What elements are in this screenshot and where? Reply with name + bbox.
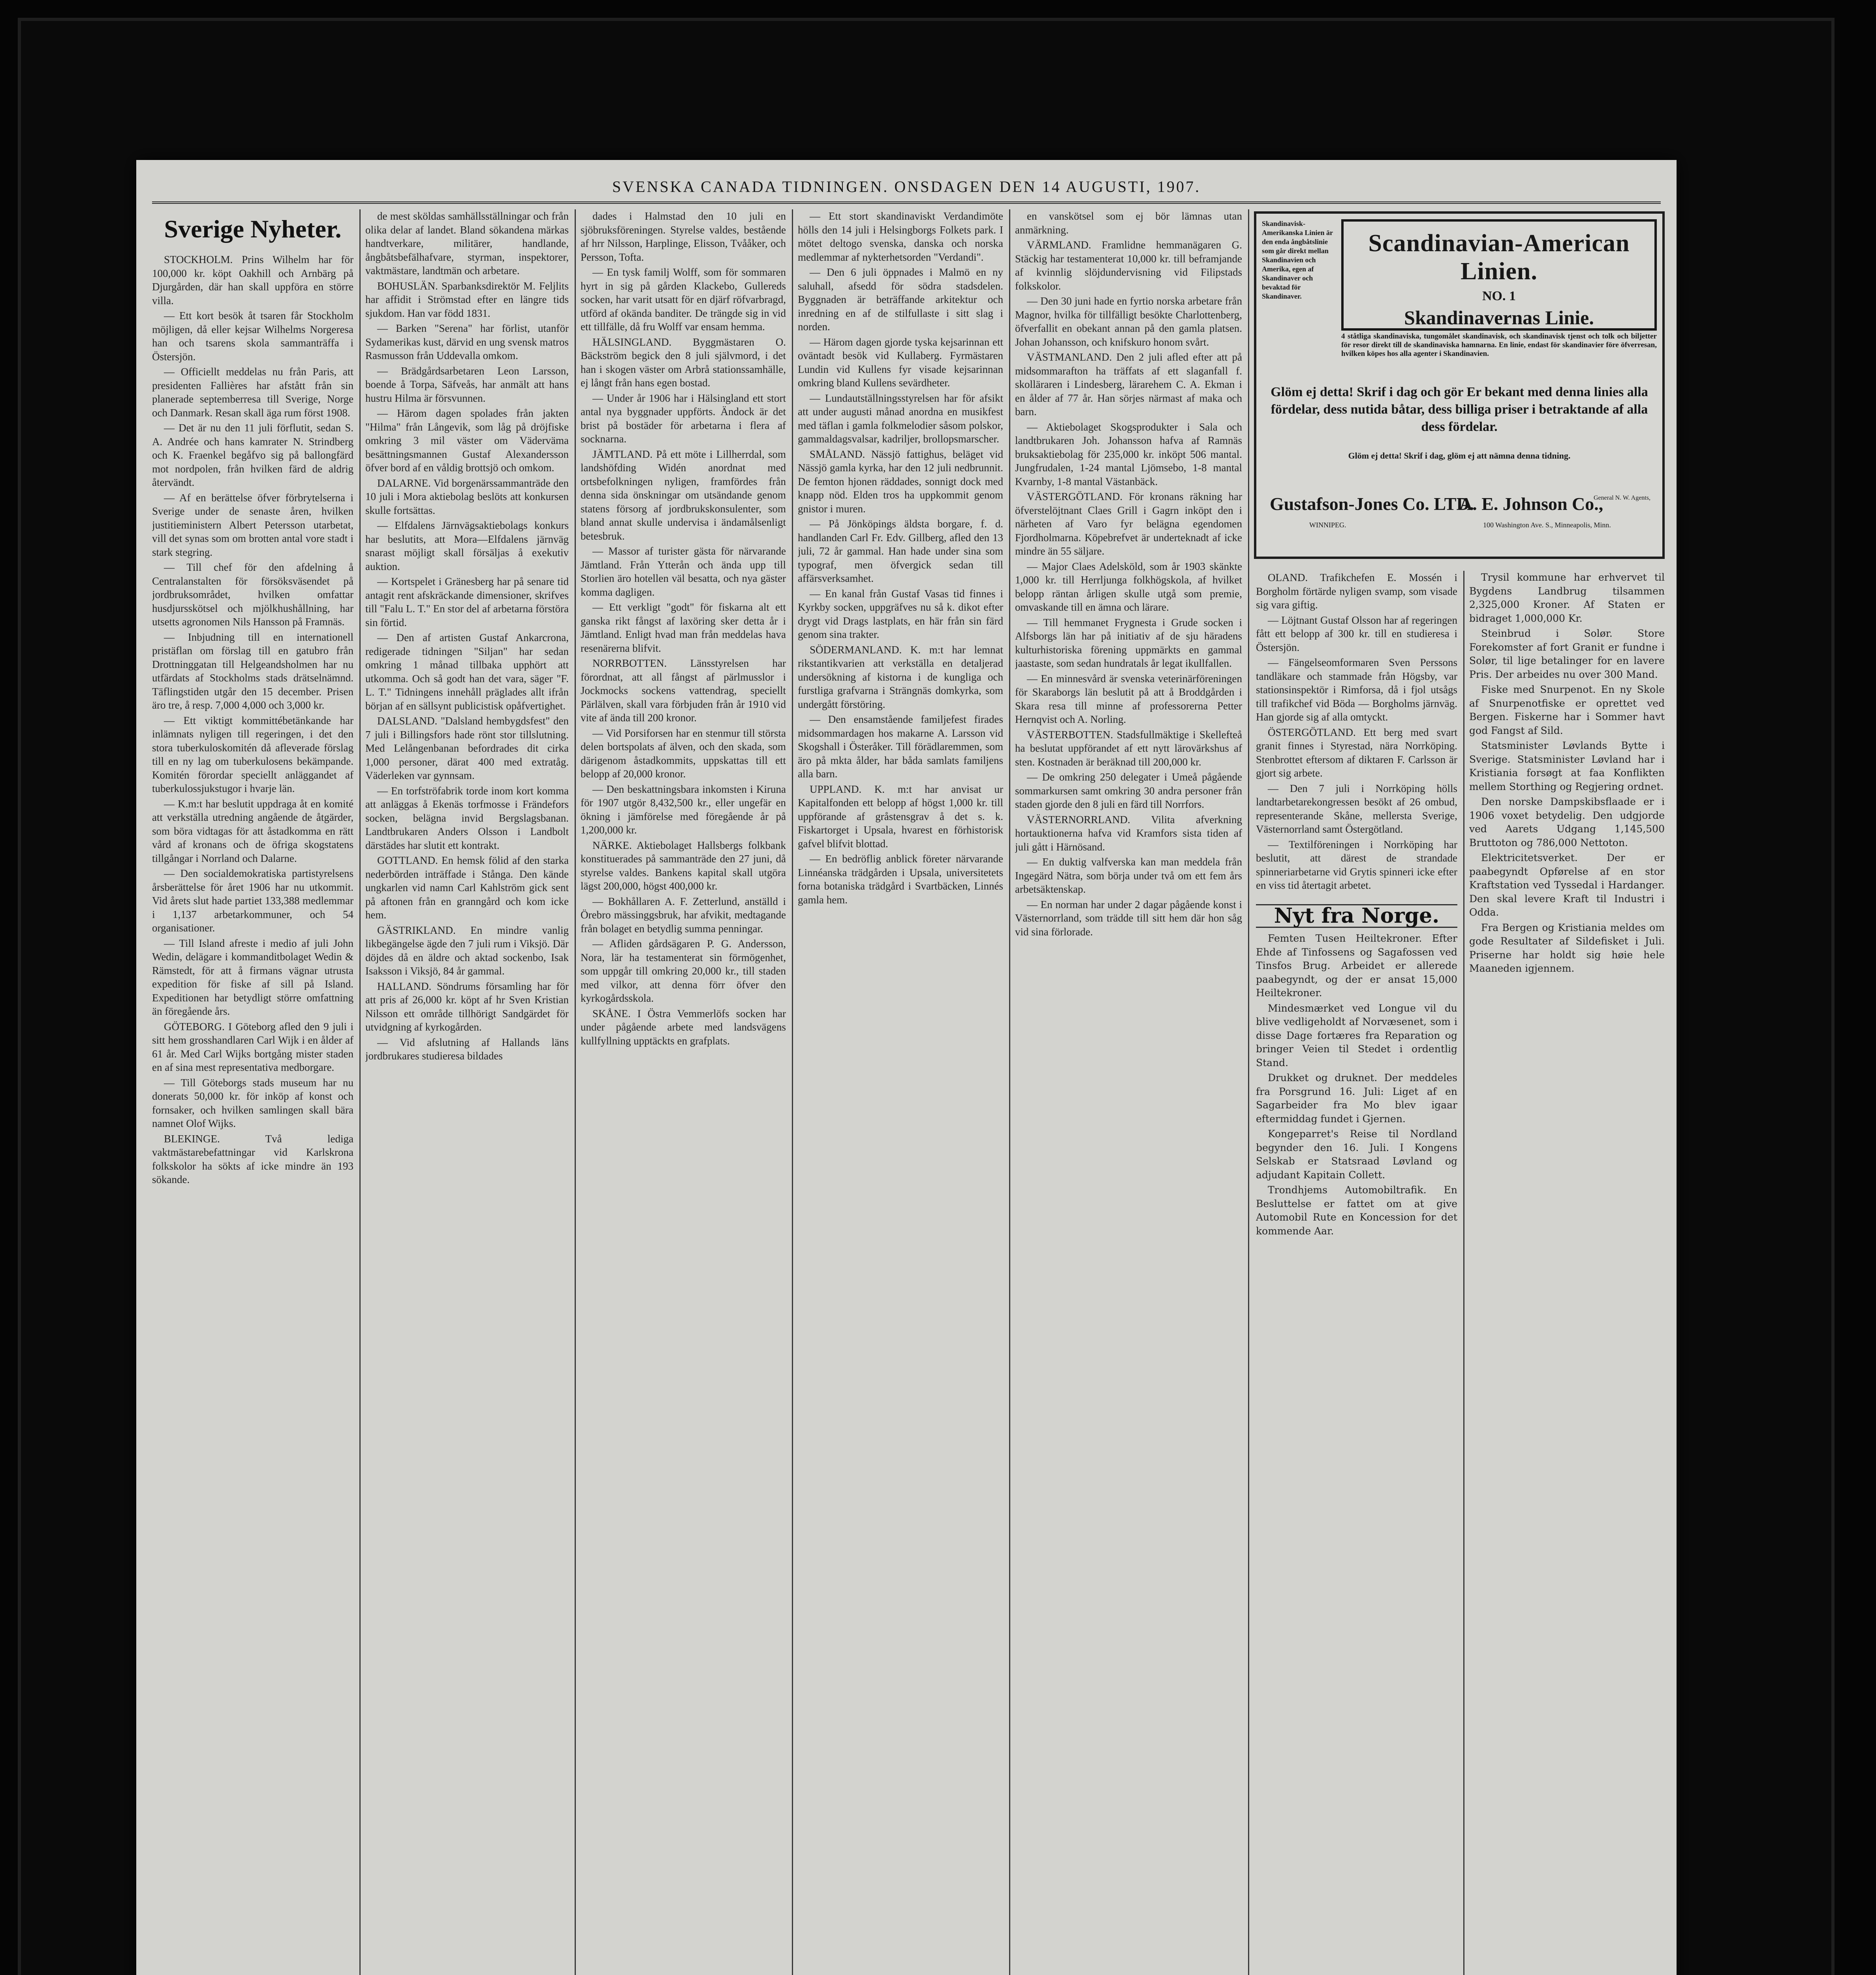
article-paragraph: — En tysk familj Wolff, som för sommaren hyrt in sig på gården Klackebo, Gullereds socken, har varit utsatt för en djärf röfvarbragd, utförd af okända banditer. De trängde sig in vid ett tillfälle, då fru Wolff var ensam hemma.: [581, 266, 786, 333]
article-paragraph: — Härom dagen gjorde tyska kejsarinnan ett oväntadt besök vid Kullaberg. Fyrmästaren Lundin vid Kullens fyr visade kejsarinnan omkring bland Kullens sevärdheter.: [798, 336, 1003, 389]
ad-body: 4 ståtliga skandinaviska, tungomålet skandinavisk, och skandinavisk tjenst och tolk och biljetter för resor direkt till de skandinaviska hamnarna. En linie, endast för skandinavier före öfverresan, hvilken köpes hos alla agenter i Skandinavien.: [1341, 332, 1657, 358]
column-rule: [1248, 209, 1249, 1975]
article-paragraph: — Afliden gårdsägaren P. G. Andersson, Nora, lär ha testamenterat sin förmögenhet, som uppgår till omkring 20,000 kr., till staden med vilkor, att denna förr öfver den kyrkogårdsskola.: [581, 938, 786, 1004]
article-paragraph: Den norske Dampskibsflaade er i 1906 voxet betydelig. Den udgjorde ved Aarets Udgang 1,145,500 Bruttoton og 786,000 Nettoton.: [1469, 796, 1665, 848]
column-rule: [1009, 209, 1010, 1975]
ad-side-text: Skandinavisk-Amerikanska Linien är den enda ångbåtslinie som går direkt mellan Skandinavien och Amerika, egen af Skandinaver och bevaktad för Skandinaver.: [1262, 220, 1333, 300]
article-paragraph: — Under år 1906 har i Hälsingland ett stort antal nya byggnader uppförts. Ändock är det brist på bostäder för arbetarna i flera af socknarna.: [581, 392, 786, 445]
article-paragraph: Elektricitetsverket. Der er paabegyndt Opførelse af en stor Kraftstation ved Tyssedal i Hardanger. Den skal levere Kraft til Industri i Odda.: [1469, 852, 1665, 918]
article-paragraph: — En duktig valfverska kan man meddela från Ingegärd Nätra, som börja under två om ett fem års arbetsäktenskap.: [1015, 856, 1242, 895]
article-paragraph: — Till chef för den afdelning å Centralanstalten för försöksväsendet på jordbruksområdet, hvilken omfattar husdjursskötsel och mjölkhushållning, har utsetts agronomen Nils Hansson på Framnäs.: [152, 561, 353, 628]
article-paragraph: Femten Tusen Heiltekroner. Efter Ehde af Tinfossens og Sagafossen ved Tinsfos Brug. Arbeidet er allerede paabegyndt, og der er ansat 15,000 Heiltekroner.: [1256, 933, 1457, 999]
article-paragraph: — Ett viktigt kommittébetänkande har inlämnats nyligen till regeringen, i det den stora tuberkuloskomitén då afleverade förslag till en ny lag om tuberkulosens bekämpande. Komitén förordar speciellt anläggandet af tuberkulossjukstugor i hvarje län.: [152, 714, 353, 794]
article-paragraph: DALSLAND. "Dalsland hembygdsfest" den 7 juli i Billingsfors hade rönt stor tillslutning. Med Lelångenbanan befordrades dit cirka 1,000 personer, därat 400 med extratåg. Väderleken var gynnsam.: [365, 715, 569, 781]
article-paragraph: — En bedröflig anblick företer närvarande Linnéanska trädgården i Upsala, universitetets forna botaniska trädgård i Svartbäcken, Linnés gamla hem.: [798, 853, 1003, 906]
article-paragraph: SKÅNE. I Östra Vemmerlöfs socken har under pågående arbete med landsvägens kullfyllning upptäckts en grafplats.: [581, 1007, 786, 1047]
article-paragraph: dades i Halmstad den 10 juli en sjöbruksföreningen. Styrelse valdes, bestående af hrr Nilsson, Harplinge, Elisson, Tvååker, och Persson, Tofta.: [581, 210, 786, 263]
article-paragraph: — En torfströfabrik torde inom kort komma att anläggas å Ekenäs torfmosse i Frändefors socken, belägna invid Bergslagsbanan. Landtbrukaren Anders Olsson i Landbolt därstädes har slutit ett kontrakt.: [365, 784, 569, 851]
article-paragraph: — Lundautställningsstyrelsen har för afsikt att under augusti månad anordna en musikfest med täflan i gamla folkmelodier såsom polskor, gammaldagsvalsar, kadriljer, brollopsmarscher.: [798, 392, 1003, 445]
article-paragraph: — En kanal från Gustaf Vasas tid finnes i Kyrkby socken, uppgräfves nu så k. dikot efter drygt vid Drags lastplats, en här från sin färd genom sina trakter.: [798, 587, 1003, 640]
page-masthead: SVENSKA CANADA TIDNINGEN. ONSDAGEN DEN 14 AUGUSTI, 1907.: [152, 172, 1661, 204]
column-rule: [359, 209, 361, 1975]
ad-headline-box: [1341, 219, 1657, 331]
article-paragraph: Kongeparret's Reise til Nordland begynder den 16. Juli. I Kongens Selskab er Statsraad Løvland og adjudant Kapitain Collett.: [1256, 1128, 1457, 1181]
article-paragraph: Drukket og druknet. Der meddeles fra Porsgrund 16. Juli: Liget af en Sagarbeider fra Mo blev igaar eftermiddag fundet i Gjernen.: [1256, 1072, 1457, 1125]
scandinavian-american-line-ad: [1254, 211, 1665, 559]
ad-footer: [1262, 485, 1657, 545]
article-paragraph: — Barken "Serena" har förlist, utanför Sydamerikas kust, därvid en ung svensk matros Rasmusson från Uddevalla omkom.: [365, 322, 569, 361]
article-paragraph: STOCKHOLM. Prins Wilhelm har för 100,000 kr. köpt Oakhill och Arnbärg på Djurgården, där han skall uppföra en större villa.: [152, 254, 353, 307]
article-paragraph: — På Jönköpings äldsta borgare, f. d. handlanden Carl Fr. Edv. Gillberg, afled den 13 juli, 72 år gammal. Han hade under sina som typograf, men öfvergick sedan till affärsverksamhet.: [798, 518, 1003, 584]
article-paragraph: — En minnesvård är svenska veterinärföreningen för Skaraborgs län beslutit på att å Broddgården i Skara resa till minne af professorerna Petter Hernqvist och A. Norling.: [1015, 672, 1242, 725]
article-paragraph: OLAND. Trafikchefen E. Mossén i Borgholm förtärde nyligen svamp, som visade sig vara giftig.: [1256, 572, 1457, 611]
article-paragraph: GÖTEBORG. I Göteborg afled den 9 juli i sitt hem grosshandlaren Carl Wijk i en ålder af 61 år. Med Carl Wijks bortgång mister staden en af sina mest representativa medborgare.: [152, 1020, 353, 1073]
article-paragraph: VÄRMLAND. Framlidne hemmanägaren G. Stäckig har testamenterat 10,000 kr. till beframjande af kvinnlig slöjdundervisning vid Filipstads folkskolor.: [1015, 239, 1242, 292]
article-paragraph: de mest sköldas samhällsställningar och från olika delar af landet. Bland sökandena märkas handtverkare, militärer, handlande, ångbåtsbefälhafvare, styrman, inspektorer, vaktmästare, landtmän och arbetare.: [365, 210, 569, 276]
article-paragraph: BLEKINGE. Två lediga vaktmästarebefattningar vid Karlskrona folkskolor ha sökts af icke mindre än 193 sökande.: [152, 1132, 353, 1185]
article-paragraph: — Brädgårdsarbetaren Leon Larsson, boende å Torpa, Säfveås, har anmält att hans hustru Hilma är försvunnen.: [365, 365, 569, 404]
ad-address-minneapolis: 100 Washington Ave. S., Minneapolis, Minn.: [1483, 521, 1611, 529]
article-paragraph: Steinbrud i Solør. Store Forekomster af fort Granit er fundne i Solør, til lige betalinger for en lavere Pris. Der arbeides nu over 300 Mand.: [1469, 628, 1665, 680]
article-paragraph: ÖSTERGÖTLAND. Ett berg med svart granit finnes i Styrestad, nära Norrköping. Stenbrottet eftersom af diktaren F. Carlsson är gjort sig arbete.: [1256, 726, 1457, 779]
article-paragraph: Trysil kommune har erhvervet til Bygdens Landbrug tilsammen 2,325,000 Kroner. Af Staten er bidraget 1,000,000 Kr.: [1469, 572, 1665, 624]
article-paragraph: UPPLAND. K. m:t har anvisat ur Kapitalfonden ett belopp af högst 1,000 kr. till uppförande af gråstensgrav å det s. k. Fiskartorget i Upsala, hvarest en förhistorisk gafvel blifvit blottad.: [798, 783, 1003, 850]
article-paragraph: en vanskötsel som ej bör lämnas utan anmärkning.: [1015, 210, 1242, 236]
column-4: [798, 209, 1003, 1975]
article-paragraph: — Den 7 juli i Norrköping hölls landtarbetarekongressen besökt af 26 ombud, representerande Skåne, mellersta Sverige, Västernorrland samt Östergötland.: [1256, 782, 1457, 835]
article-paragraph: — Vid Porsiforsen har en stenmur till största delen bortspolats af älven, och den skada, som därigenom åstadkommits, uppskattas till ett belopp af 20,000 kronor.: [581, 727, 786, 780]
column-rule: [1463, 571, 1464, 1975]
article-paragraph: — En norman har under 2 dagar pågående konst i Västernorrland, som trädde till sitt hem där hon såg vid sina förlorade.: [1015, 898, 1242, 938]
ad-agent-label: General N. W. Agents,: [1594, 495, 1650, 501]
article-paragraph: — Ett kort besök åt tsaren får Stockholm möjligen, då eller kejsar Wilhelms Norgeresa han och tsarens skola sammanträffa i Östersjön.: [152, 310, 353, 363]
sverige-nyheter-title: Sverige Nyheter.: [164, 215, 342, 243]
article-paragraph: — Löjtnant Gustaf Olsson har af regeringen fått ett belopp af 300 kr. till en studieresa i Östersjön.: [1256, 614, 1457, 653]
article-paragraph: — Det är nu den 11 juli förflutit, sedan S. A. Andrée och hans kamrater N. Strindberg och K. Fraenkel begåfvo sig på ballongfärd mot nordpolen, från hvilken färd de aldrig återvändt.: [152, 422, 353, 488]
article-paragraph: Mindesmærket ved Longue vil du blive vedligeholdt af Norvæsenet, som i disse Dage fortæres fra Reparation og bringer Veien til Stedet i ordentlig Stand.: [1256, 1002, 1457, 1068]
article-paragraph: Fra Bergen og Kristiania meldes om gode Resultater af Sildefisket i Juli. Priserne har holdt sig høie hele Maaneden igjennem.: [1469, 922, 1665, 974]
column-rule: [575, 209, 576, 1975]
article-paragraph: — Af en berättelse öfver förbrytelserna i Sverige under de senaste åren, hvilken justitieministern Albert Petersson utarbetat, vill det synas som om brotten antal vore stadt i stark stegring.: [152, 491, 353, 558]
article-paragraph: — Ett stort skandinaviskt Verdandimöte hölls den 14 juli i Helsingborgs Folkets park. I mötet deltogo svenska, danska och norska medlemmar af nykterhetsorden "Verdandi".: [798, 210, 1003, 263]
article-paragraph: Trondhjems Automobiltrafik. En Besluttelse er fattet om at give Automobil Rute en Koncession for det kommende Aar.: [1256, 1184, 1457, 1237]
article-paragraph: — Major Claes Adelsköld, som år 1903 skänkte 1,000 kr. till Herrljunga folkhögskola, af hvilket belopp räntan årligen skulle utgå som premie, omvaskande till en ämna och lärare.: [1015, 560, 1242, 613]
article-paragraph: GOTTLAND. En hemsk fölid af den starka nederbörden inträffade i Stånga. Den kände ungkarlen vid namn Carl Kahlström gick sent på aftonen från en granngård och kom icke hem.: [365, 854, 569, 921]
article-paragraph: — Den 6 juli öppnades i Malmö en ny saluhall, afsedd för södra stadsdelen. Byggnaden är beträffande arkitektur och inredning en af de stilfullaste i sitt slag i norden.: [798, 266, 1003, 333]
article-paragraph: HALLAND. Söndrums församling har för att pris af 26,000 kr. köpt af hr Sven Kristian Nilsson ett område tillhörigt Sandgärdet för utvidgning af kyrkogården.: [365, 980, 569, 1033]
column-6: [1256, 571, 1457, 1975]
article-paragraph: — Inbjudning till en internationell pristäflan om förslag till en gatubro från Drottninggatan till Helgeandsholmen har nu utfärdats af Stockholms stads drätselnämnd. Täflingstiden utgår den 15 december. Prisen äro tre, å resp. 7,000 4,000 och 3,000 kr.: [152, 631, 353, 711]
article-paragraph: — Textilföreningen i Norrköping har beslutit, att därest de strandade spinneriarbetarne vid Grytis spinneri icke efter en viss tid återtagit arbetet.: [1256, 838, 1457, 891]
article-paragraph: — Den ensamstående familjefest firades midsommardagen hos makarne A. Larsson vid Skogshall i Österåker. Till förädlaremmen, som äro på mkta ålder, har båda samlats familjens alla barn.: [798, 713, 1003, 780]
ad-company-gustafson-jones: Gustafson-Jones Co. LTD.: [1270, 494, 1474, 514]
ad-call-to-action: Glöm ej detta! Skrif i dag och gör Er bekant med denna linies alla fördelar, dess nutida båtar, dess billiga priser i betraktande af alla dess fördelar.: [1271, 385, 1648, 434]
article-paragraph: Statsminister Løvlands Bytte i Sverige. Statsminister Løvland har i Kristiania forsøgt at faa Konflikten mellem Storthing og Regjering ordnet.: [1469, 740, 1665, 792]
article-paragraph: — Kortspelet i Gränesberg har på senare tid antagit rent afskräckande dimensioner, skrifves till "Falu L. T." En stor del af arbetarna förstöra sin förtid.: [365, 576, 569, 628]
column-2: [365, 209, 569, 1975]
ad-small-print: Glöm ej detta! Skrif i dag, glöm ej att nämna denna tidning.: [1348, 451, 1571, 461]
ad-number: NO. 1: [1482, 289, 1516, 303]
ad-title: Scandinavian-American Linien.: [1368, 230, 1630, 285]
article-paragraph: — Den beskattningsbara inkomsten i Kiruna för 1907 utgör 8,432,500 kr., eller ungefär en ökning i jämförelse med föregående år på 1,200,000 kr.: [581, 783, 786, 836]
article-paragraph: — De omkring 250 delegater i Umeå pågående sommarkursen samt omkring 30 andra personer från staden gjorde den 8 juli en färd till Norrfors.: [1015, 771, 1242, 810]
column-3: [581, 209, 786, 1975]
article-paragraph: VÄSTERNORRLAND. Vilita afverkning hortauktionerna hafva vid Kramfors sista tiden af juli gått i Härnösand.: [1015, 813, 1242, 853]
article-paragraph: GÄSTRIKLAND. En mindre vanlig likbegängelse ägde den 7 juli rum i Viksjö. Där döjdes då en äldre och aktad sockenbo, Isak Isaksson i Viksjö, 84 år gammal.: [365, 924, 569, 977]
article-paragraph: — Den 30 juni hade en fyrtio norska arbetare från Magnor, hvilka för tillfälligt besökte Charlottenberg, öfverfallit en obekant annan på den gamla platsen. Johan Johansson, och knifskuro honom svårt.: [1015, 295, 1242, 348]
article-paragraph: NORRBOTTEN. Länsstyrelsen har förordnat, att all fångst af pärlmusslor i Jockmocks sockens vattendrag, speciellt Pärlälven, skall vara förbjuden från år 1910 vid vite af ända till 200 kronor.: [581, 657, 786, 724]
article-paragraph: JÄMTLAND. På ett möte i Lillherrdal, som landshöfding Widén anordnat med ortsbefolkningen nyligen, framfördes från denna sida önskningar om utsändande genom statens försorg af jordbrukskonsulenter, som bland annat skulle undervisa i ändamålsenligt betesbruk.: [581, 448, 786, 542]
article-paragraph: SMÅLAND. Nässjö fattighus, beläget vid Nässjö gamla kyrka, har den 12 juli nedbrunnit. De femton hjonen räddades, sonnigt dock med knapp nöd. Elden tros ha uppkommit genom gnistor i muren.: [798, 448, 1003, 515]
article-paragraph: — Till Göteborgs stads museum har nu donerats 50,000 kr. för inköp af konst och fornsaker, och hvilken samlingen skall bära namnet Olof Wijks.: [152, 1076, 353, 1129]
ad-address-winnipeg: WINNIPEG.: [1309, 521, 1346, 529]
article-paragraph: NÄRKE. Aktiebolaget Hallsbergs folkbank konstituerades på sammanträde den 27 juni, då styrelse valdes. Bankens kapital skall utgöra lägst 200,000, högst 400,000 kr.: [581, 839, 786, 892]
article-paragraph: VÄSTERGÖTLAND. För kronans räkning har öfverstelöjtnant Claes Grill i Gagrn inköpt den i närheten af Varo fyr belägna egendomen Fjordholmarna. Köpebrefvet är underteknadt af icke mindre än 55 säljare.: [1015, 491, 1242, 557]
ad-company-ae-johnson: A. E. Johnson Co.,: [1459, 494, 1603, 514]
article-paragraph: BOHUSLÄN. Sparbanksdirektör M. Feljlits har affidit i Strömstad efter en längre tids sjukdom. Han var född 1831.: [365, 280, 569, 319]
article-paragraph: — Vid afslutning af Hallands läns jordbrukares studieresa bildades: [365, 1036, 569, 1062]
article-paragraph: — Bokhållaren A. F. Zetterlund, anställd i Örebro mässinggsbruk, har afvikit, medtagande från bolaget en betydlig summa penningar.: [581, 895, 786, 935]
nyt-fra-norge-title: Nyt fra Norge.: [1256, 904, 1457, 928]
article-paragraph: — Fängelseomformaren Sven Perssons tandläkare och stammade från Högsby, var stationsinspektör i Rimforsa, då i fjol utsågs till trafikchef vid Böda — Borgholms järnväg. Han gjorde sig af alla omtyckt.: [1256, 656, 1457, 723]
article-paragraph: — Till Island afreste i medio af juli John Wedin, delägare i kommanditbolaget Wedin & Rämstedt, för att å firmans vägnar utrusta expedition för fiske af sill på Island. Expeditionen har betydligt större omfattning än föregående års.: [152, 937, 353, 1017]
article-paragraph: — Den socialdemokratiska partistyrelsens årsberättelse för året 1906 har nu utkommit. Vid årets slut hade partiet 133,388 medlemmar i 1,137 arbetarkommuner, och 54 organisationer.: [152, 867, 353, 934]
article-paragraph: — Elfdalens Järnvägsaktiebolags konkurs har beslutits, att Mora—Elfdalens järnväg snarast möjligt skall försäljas å exekutiv auktion.: [365, 519, 569, 572]
article-paragraph: Fiske med Snurpenot. En ny Skole af Snurpenotfiske er oprettet ved Bergen. Fiskerne har i Sommer havt god Fangst af Sild.: [1469, 684, 1665, 736]
article-paragraph: — Aktiebolaget Skogsprodukter i Sala och landtbrukaren Joh. Johansson hafva af Ramnäs bruksaktiebolag för 235,000 kr. inköpt 506 mantal. Jungfrudalen, 1-24 mantal Ljömsebo, 1-8 mantal Kvarnby, 1-8 mantal Västanbäck.: [1015, 421, 1242, 487]
article-paragraph: — K.m:t har beslutit uppdraga åt en komité att verkställa utredning angående de åtgärder, som böra vidtagas för att åstadkomma en rätt vård af kronans och de öfriga skogstatens tillgångar i Norrland och Dalarne.: [152, 798, 353, 864]
article-paragraph: VÄSTERBOTTEN. Stadsfullmäktige i Skellefteå ha beslutat uppförandet af ett nytt lärovärkshus af sten. Kostnaden är beräknad till 200,000 kr.: [1015, 728, 1242, 768]
article-paragraph: — Officiellt meddelas nu från Paris, att presidenten Fallières har afstått från sin planerade septemberresa till Sverige, Norge och Danmark. Resan skall äga rum först 1908.: [152, 366, 353, 419]
article-paragraph: — Ett verkligt "godt" för fiskarna alt ett ganska rikt fångst af laxöring sker detta år i Jämtland. Enligt hvad man från meddelas hava resenärerna blifvit.: [581, 601, 786, 654]
newspaper-page: [136, 160, 1677, 1975]
article-paragraph: — Den af artisten Gustaf Ankarcrona, redigerade tidningen "Siljan" har sedan omkring 1 månad tillbaka upphört att utkomma. Och så godt han det vara, säger "F. L. T." Tidningens innehåll präglades allt ifrån början af en sällsynt publicistisk opåfvertighet.: [365, 632, 569, 712]
article-paragraph: — Härom dagen spolades från jakten "Hilma" från Långevik, som låg på dröjfiske omkring 3 mil väster om Väderväma besättningsmannen Gustaf Alexandersson öfver bord af en våldig brottsjö och omkom.: [365, 407, 569, 474]
article-paragraph: SÖDERMANLAND. K. m:t har lemnat rikstantikvarien att verkställa en detaljerad undersökning af kistorna i de kungliga och furstliga grafvarna i Strängnäs domkyrka, som undergått förstöring.: [798, 643, 1003, 710]
ad-subtitle: Skandinavernas Linie.: [1404, 307, 1594, 329]
column-7: [1469, 571, 1665, 1975]
column-5: [1015, 209, 1242, 1975]
article-paragraph: VÄSTMANLAND. Den 2 juli afled efter att på midsommarafton ha träffats af ett slaganfall f. skolläraren i Lindesberg, lärarehem C. A. Ekman i en ålder af 77 år. Han sörjes närmast af maka och barn.: [1015, 351, 1242, 418]
article-paragraph: — Till hemmanet Frygnesta i Grude socken i Alfsborgs län har på initiativ af de sju häradens kulturhistoriska förening uppmärkts en gammal jaastaste, som sedan hundratals år legat ikullfallen.: [1015, 616, 1242, 669]
article-paragraph: DALARNE. Vid borgenärssammanträde den 10 juli i Mora aktiebolag beslöts att konkursen skulle fortsättas.: [365, 477, 569, 516]
column-1: [152, 209, 353, 1975]
article-paragraph: HÄLSINGLAND. Byggmästaren O. Bäckström begick den 8 juli självmord, i det han i skogen väster om Arbrå stationssamhälle, ej långt från hans egen bostad.: [581, 336, 786, 389]
column-rule: [792, 209, 793, 1975]
article-paragraph: — Massor af turister gästa för närvarande Jämtland. Från Ytterån och ända upp till Storlien äro hotellen väl besatta, och nya gäster komma dagligen.: [581, 545, 786, 598]
